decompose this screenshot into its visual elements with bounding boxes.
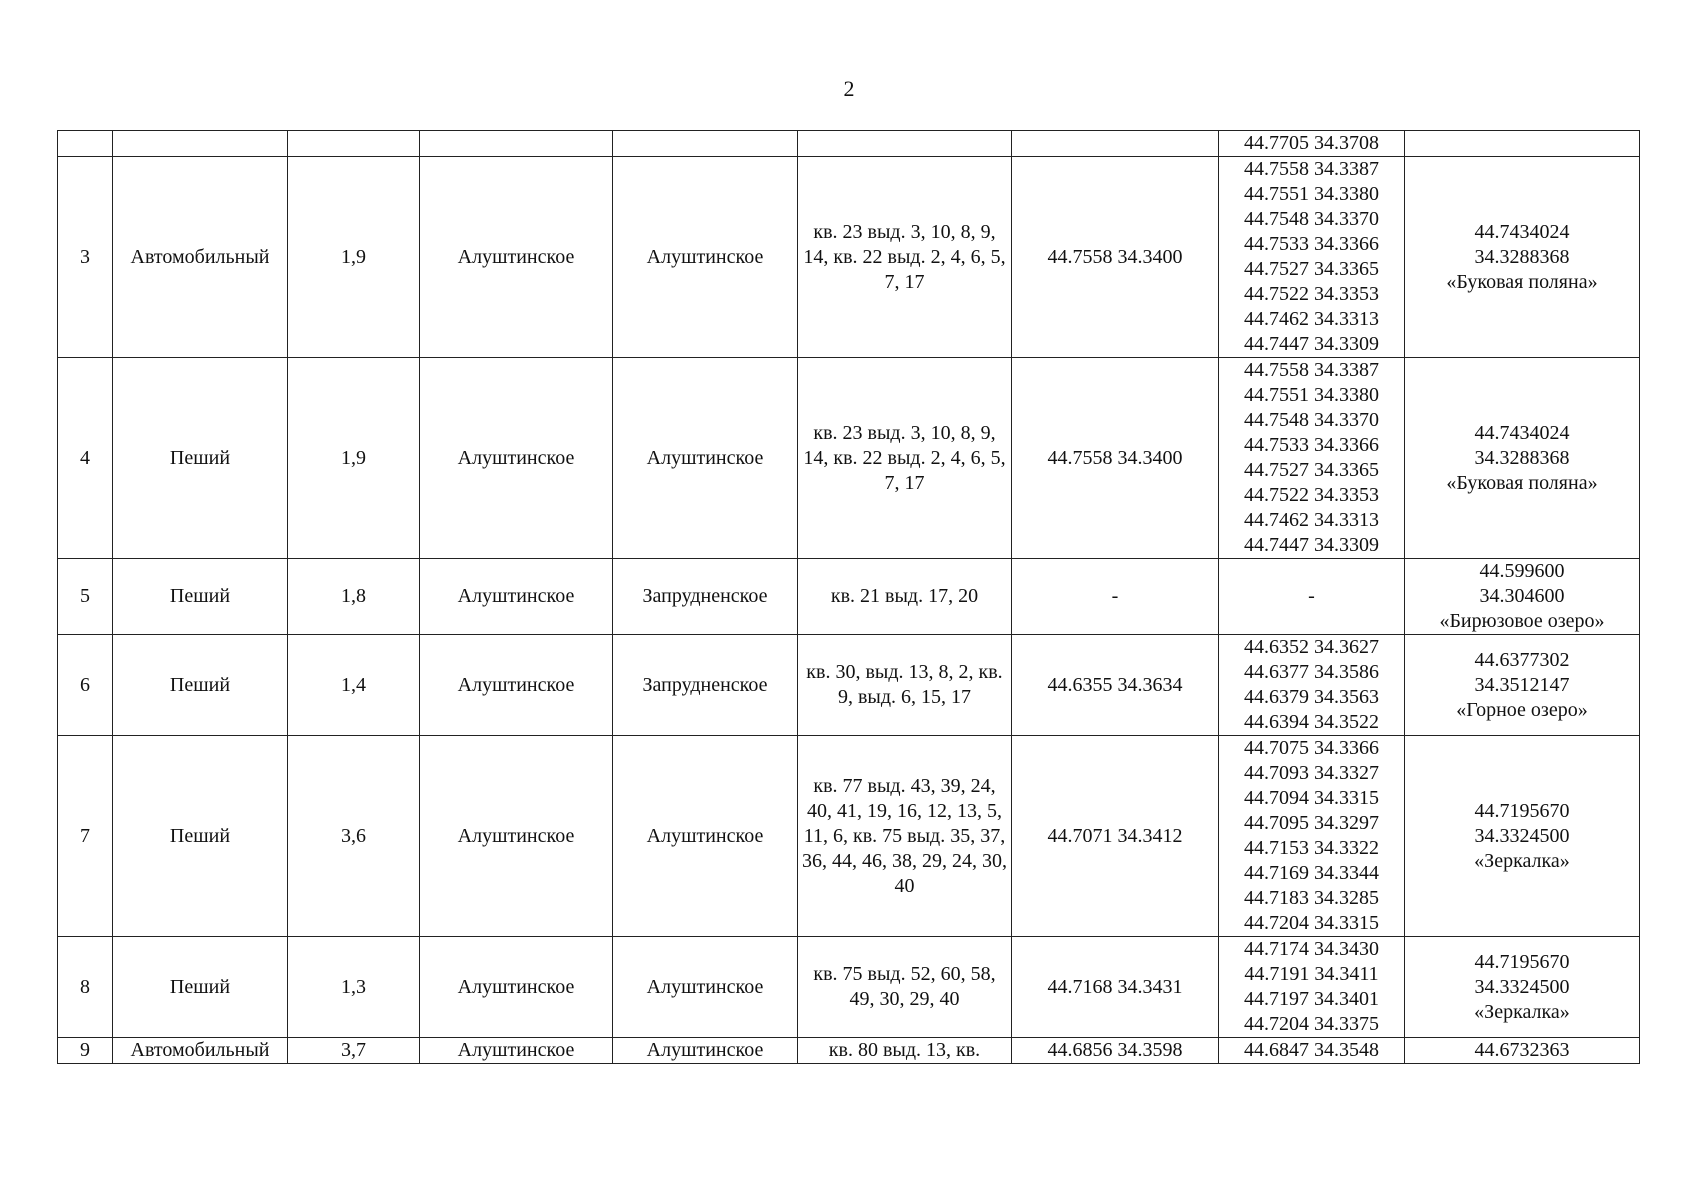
start-point-cell: 44.6856 34.3598 bbox=[1012, 1038, 1219, 1064]
table-row bbox=[58, 358, 1640, 559]
waypoint-coordinate: 44.7153 34.3322 bbox=[1244, 837, 1379, 859]
waypoint-coordinate: 44.6352 34.3627 bbox=[1244, 636, 1379, 658]
end-point-line: 44.7195670 bbox=[1474, 950, 1570, 973]
waypoints-cell bbox=[1219, 157, 1405, 358]
waypoint-coordinate: 44.7462 34.3313 bbox=[1244, 509, 1379, 531]
waypoint-coordinate: 44.7197 34.3401 bbox=[1244, 988, 1379, 1010]
route-length-cell: 1,9 bbox=[288, 358, 420, 559]
waypoint-coordinate: 44.7558 34.3387 bbox=[1244, 359, 1379, 381]
waypoint-coordinate: 44.7522 34.3353 bbox=[1244, 484, 1379, 506]
waypoint-coordinate: 44.7548 34.3370 bbox=[1244, 409, 1379, 431]
waypoint-coordinate: 44.7548 34.3370 bbox=[1244, 208, 1379, 230]
start-point-cell: - bbox=[1012, 559, 1219, 635]
start-point-cell: 44.7558 34.3400 bbox=[1012, 157, 1219, 358]
start-point-cell: 44.7168 34.3431 bbox=[1012, 937, 1219, 1038]
start-point-cell bbox=[1012, 131, 1219, 157]
start-point-cell: 44.6355 34.3634 bbox=[1012, 635, 1219, 736]
end-point-line: 34.3288368 bbox=[1474, 446, 1570, 469]
waypoint-coordinate: 44.6847 34.3548 bbox=[1244, 1039, 1379, 1061]
route-type-cell bbox=[113, 131, 288, 157]
row-number-cell: 5 bbox=[58, 559, 113, 635]
routes-table-body bbox=[58, 131, 1640, 1064]
row-number-cell: 6 bbox=[58, 635, 113, 736]
district-cell: Алуштинское bbox=[420, 1038, 613, 1064]
waypoint-coordinate: 44.7095 34.3297 bbox=[1244, 812, 1379, 834]
waypoint-coordinate: 44.7705 34.3708 bbox=[1244, 132, 1379, 154]
end-point-cell bbox=[1405, 131, 1640, 157]
route-length-cell: 1,3 bbox=[288, 937, 420, 1038]
end-point-cell bbox=[1405, 736, 1640, 937]
waypoint-coordinate: 44.7551 34.3380 bbox=[1244, 384, 1379, 406]
end-point-cell bbox=[1405, 559, 1640, 635]
waypoints-cell bbox=[1219, 635, 1405, 736]
quarters-cell: кв. 23 выд. 3, 10, 8, 9, 14, кв. 22 выд. 2, 4, 6, 5, 7, 17 bbox=[798, 157, 1012, 358]
end-point-line: 34.3512147 bbox=[1474, 673, 1570, 696]
row-number-cell: 4 bbox=[58, 358, 113, 559]
route-type-cell: Пеший bbox=[113, 736, 288, 937]
table-row bbox=[58, 559, 1640, 635]
end-point-line: 44.7195670 bbox=[1474, 799, 1570, 822]
waypoint-coordinate: 44.7169 34.3344 bbox=[1244, 862, 1379, 884]
routes-table bbox=[57, 130, 1640, 1064]
route-type-cell: Автомобильный bbox=[113, 157, 288, 358]
district-cell: Алуштинское bbox=[420, 157, 613, 358]
table-row bbox=[58, 736, 1640, 937]
end-point-line: 44.6377302 bbox=[1474, 648, 1570, 671]
forestry-cell: Запрудненское bbox=[613, 635, 798, 736]
waypoint-coordinate: 44.6394 34.3522 bbox=[1244, 711, 1379, 733]
end-point-cell bbox=[1405, 635, 1640, 736]
route-type-cell: Пеший bbox=[113, 937, 288, 1038]
page-number: 2 bbox=[843, 76, 855, 101]
route-type-cell: Пеший bbox=[113, 635, 288, 736]
waypoint-coordinate: 44.7533 34.3366 bbox=[1244, 233, 1379, 255]
route-length-cell bbox=[288, 131, 420, 157]
waypoints-cell bbox=[1219, 736, 1405, 937]
row-number-cell bbox=[58, 131, 113, 157]
forestry-cell: Алуштинское bbox=[613, 1038, 798, 1064]
quarters-cell bbox=[798, 131, 1012, 157]
waypoint-coordinate: 44.7183 34.3285 bbox=[1244, 887, 1379, 909]
end-point-line: «Бирюзовое озеро» bbox=[1439, 610, 1605, 632]
end-point-line: «Буковая поляна» bbox=[1446, 270, 1598, 293]
end-point-cell bbox=[1405, 1038, 1640, 1064]
forestry-cell: Алуштинское bbox=[613, 736, 798, 937]
forestry-cell bbox=[613, 131, 798, 157]
start-point-cell: 44.7558 34.3400 bbox=[1012, 358, 1219, 559]
row-number-cell: 9 bbox=[58, 1038, 113, 1064]
quarters-cell: кв. 80 выд. 13, кв. bbox=[798, 1038, 1012, 1064]
waypoints-cell bbox=[1219, 1038, 1405, 1064]
end-point-cell bbox=[1405, 157, 1640, 358]
waypoints-cell bbox=[1219, 131, 1405, 157]
end-point-line: 34.3324500 bbox=[1474, 975, 1570, 998]
end-point-cell bbox=[1405, 937, 1640, 1038]
waypoint-coordinate: 44.7527 34.3365 bbox=[1244, 258, 1379, 280]
end-point-line: 44.7434024 bbox=[1474, 220, 1570, 243]
district-cell: Алуштинское bbox=[420, 736, 613, 937]
table-row bbox=[58, 1038, 1640, 1064]
district-cell bbox=[420, 131, 613, 157]
waypoint-coordinate: 44.6379 34.3563 bbox=[1244, 686, 1379, 708]
quarters-cell: кв. 30, выд. 13, 8, 2, кв. 9, выд. 6, 15, 17 bbox=[798, 635, 1012, 736]
waypoint-coordinate: 44.7204 34.3315 bbox=[1244, 912, 1379, 934]
waypoint-coordinate: 44.7447 34.3309 bbox=[1244, 534, 1379, 556]
route-length-cell: 3,6 bbox=[288, 736, 420, 937]
waypoints-cell bbox=[1219, 559, 1405, 635]
quarters-cell: кв. 75 выд. 52, 60, 58, 49, 30, 29, 40 bbox=[798, 937, 1012, 1038]
row-number-cell: 3 bbox=[58, 157, 113, 358]
quarters-cell: кв. 21 выд. 17, 20 bbox=[798, 559, 1012, 635]
quarters-cell: кв. 77 выд. 43, 39, 24, 40, 41, 19, 16, 12, 13, 5, 11, 6, кв. 75 выд. 35, 37, 36, 44, 46, 38, 29, 24, 30, 40 bbox=[798, 736, 1012, 937]
end-point-line: «Горное озеро» bbox=[1456, 698, 1588, 721]
end-point-line: 44.6732363 bbox=[1474, 1039, 1570, 1061]
forestry-cell: Алуштинское bbox=[613, 157, 798, 358]
waypoint-coordinate: 44.7174 34.3430 bbox=[1244, 938, 1379, 960]
start-point-cell: 44.7071 34.3412 bbox=[1012, 736, 1219, 937]
route-length-cell: 1,9 bbox=[288, 157, 420, 358]
table-row bbox=[58, 937, 1640, 1038]
row-number-cell: 8 bbox=[58, 937, 113, 1038]
waypoint-coordinate: 44.7204 34.3375 bbox=[1244, 1013, 1379, 1035]
waypoint-coordinate: 44.7093 34.3327 bbox=[1244, 762, 1379, 784]
waypoint-coordinate: 44.7527 34.3365 bbox=[1244, 459, 1379, 481]
table-row bbox=[58, 131, 1640, 157]
forestry-cell: Запрудненское bbox=[613, 559, 798, 635]
end-point-line: «Зеркалка» bbox=[1474, 1000, 1570, 1023]
forestry-cell: Алуштинское bbox=[613, 358, 798, 559]
route-length-cell: 1,8 bbox=[288, 559, 420, 635]
waypoint-coordinate: 44.7094 34.3315 bbox=[1244, 787, 1379, 809]
route-type-cell: Автомобильный bbox=[113, 1038, 288, 1064]
waypoints-cell bbox=[1219, 358, 1405, 559]
route-length-cell: 3,7 bbox=[288, 1038, 420, 1064]
route-type-cell: Пеший bbox=[113, 358, 288, 559]
waypoint-coordinate: 44.7462 34.3313 bbox=[1244, 308, 1379, 330]
forestry-cell: Алуштинское bbox=[613, 937, 798, 1038]
waypoints-cell bbox=[1219, 937, 1405, 1038]
route-length-cell: 1,4 bbox=[288, 635, 420, 736]
district-cell: Алуштинское bbox=[420, 358, 613, 559]
district-cell: Алуштинское bbox=[420, 937, 613, 1038]
district-cell: Алуштинское bbox=[420, 559, 613, 635]
waypoint-coordinate: 44.7075 34.3366 bbox=[1244, 737, 1379, 759]
end-point-line: 34.3324500 bbox=[1474, 824, 1570, 847]
waypoint-coordinate: 44.7191 34.3411 bbox=[1244, 963, 1379, 985]
table-row bbox=[58, 157, 1640, 358]
waypoint-coordinate: - bbox=[1308, 585, 1315, 607]
waypoint-coordinate: 44.7551 34.3380 bbox=[1244, 183, 1379, 205]
district-cell: Алуштинское bbox=[420, 635, 613, 736]
row-number-cell: 7 bbox=[58, 736, 113, 937]
end-point-line: «Буковая поляна» bbox=[1446, 471, 1598, 494]
route-type-cell: Пеший bbox=[113, 559, 288, 635]
waypoint-coordinate: 44.7522 34.3353 bbox=[1244, 283, 1379, 305]
table-row bbox=[58, 635, 1640, 736]
end-point-line: «Зеркалка» bbox=[1474, 849, 1570, 872]
quarters-cell: кв. 23 выд. 3, 10, 8, 9, 14, кв. 22 выд. 2, 4, 6, 5, 7, 17 bbox=[798, 358, 1012, 559]
end-point-line: 34.3288368 bbox=[1474, 245, 1570, 268]
end-point-line: 34.304600 bbox=[1479, 585, 1565, 607]
waypoint-coordinate: 44.6377 34.3586 bbox=[1244, 661, 1379, 683]
end-point-line: 44.7434024 bbox=[1474, 421, 1570, 444]
waypoint-coordinate: 44.7558 34.3387 bbox=[1244, 158, 1379, 180]
end-point-cell bbox=[1405, 358, 1640, 559]
waypoint-coordinate: 44.7533 34.3366 bbox=[1244, 434, 1379, 456]
end-point-line: 44.599600 bbox=[1479, 560, 1565, 582]
waypoint-coordinate: 44.7447 34.3309 bbox=[1244, 333, 1379, 355]
